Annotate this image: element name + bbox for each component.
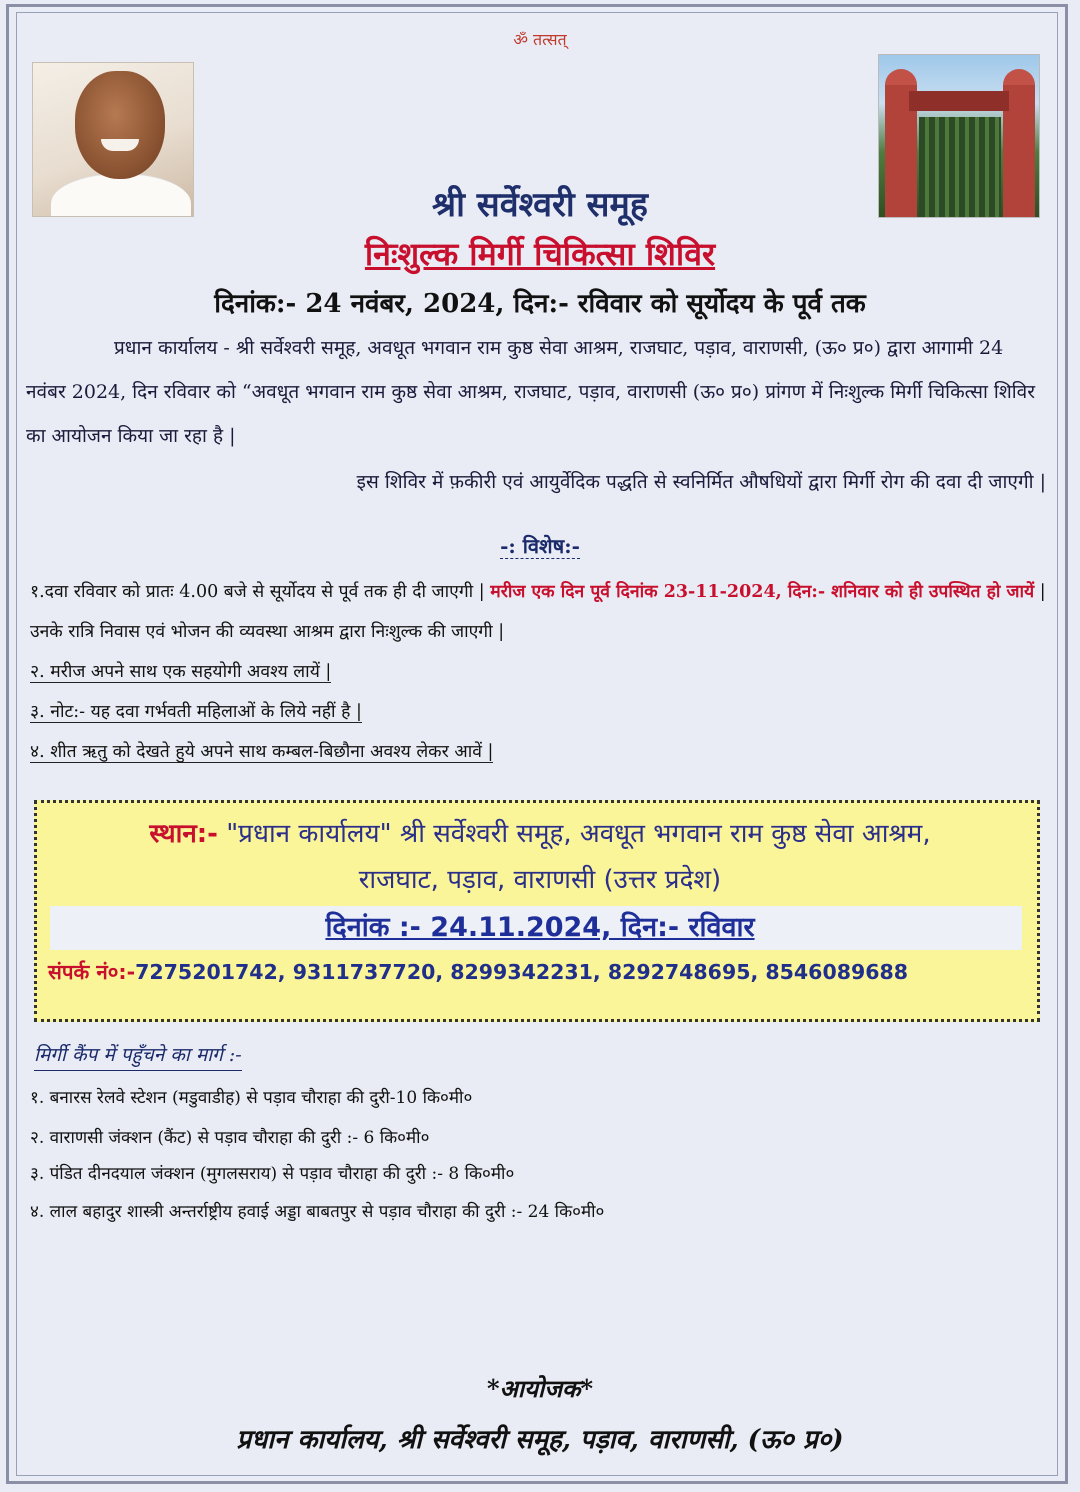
special-item-1-end: | उनके रात्रि निवास एवं भोजन की व्यवस्था आश्रम द्वारा निःशुल्क की जाएगी | [30, 582, 1046, 642]
special-item-4-text: ४. शीत ऋतु को देखते हुये अपने साथ कम्बल-बिछौना अवश्य लेकर आवें | [30, 742, 494, 762]
route-item-3: ३. पंडित दीनदयाल जंक्शन (मुगलसराय) से पड़ाव चौराहा की दुरी :- 8 कि०मी० [30, 1164, 515, 1184]
organization-title: श्री सर्वेश्वरी समूह [432, 185, 648, 225]
organizer-label: *आयोजक* [486, 1374, 593, 1403]
special-item-3-text: ३. नोट:- यह दवा गर्भवती महिलाओं के लिये नहीं है | [30, 702, 362, 722]
special-item-2-text: २. मरीज अपने साथ एक सहयोगी अवश्य लायें | [30, 662, 332, 682]
special-item-1 [30, 572, 1050, 652]
contact-number-list: 7275201742, 9311737720, 8299342231, 8292748695, 8546089688 [135, 960, 909, 984]
route-item-1: १. बनारस रेलवे स्टेशन (मडुवाडीह) से पड़ाव चौराहा की दुरी-10 कि०मी० [30, 1088, 473, 1108]
contact-numbers [48, 954, 1048, 990]
intro-paragraph: प्रधान कार्यालय - श्री सर्वेश्वरी समूह, अवधूत भगवान राम कुष्ठ सेवा आश्रम, राजघाट, पड़ाव, वाराणसी, (ऊ० प्र०) द्वारा आगामी 24 नवंबर 2024, दिन रविवार को “अवधूत भगवान राम कुष्ठ सेवा आश्रम, राजघाट, पड़ाव, वाराणसी (ऊ० प्र०) प्रांगण में निःशुल्क मिर्गी चिकित्सा शिविर का आयोजन किया जा रहा है | [26, 337, 1036, 447]
special-heading [0, 532, 1080, 559]
organizer-name: प्रधान कार्यालय, श्री सर्वेश्वरी समूह, पड़ाव, वाराणसी, (ऊ० प्र०) [236, 1425, 844, 1455]
route-item-4: ४. लाल बहादुर शास्त्री अन्तर्राष्ट्रीय हवाई अड्डा बाबतपुर से पड़ाव चौराहा की दुरी :- 24 कि०मी० [30, 1202, 605, 1222]
venue-label: स्थान:- [149, 819, 218, 849]
route-item-2: २. वाराणसी जंक्शन (कैंट) से पड़ाव चौराहा की दुरी :- 6 कि०मी० [30, 1128, 430, 1148]
venue-address-line-2: राजघाट, पड़ाव, वाराणसी (उत्तर प्रदेश) [358, 865, 722, 895]
special-item-3 [30, 692, 1050, 732]
invocation-text: ॐ तत्सत् [513, 30, 567, 49]
venue-address-line-1 [0, 814, 1080, 850]
venue-line1-text: "प्रधान कार्यालय" श्री सर्वेश्वरी समूह, अवधूत भगवान राम कुष्ठ सेवा आश्रम, [226, 819, 931, 849]
special-heading-text: -: विशेष:- [500, 534, 580, 558]
special-item-1-highlight: मरीज एक दिन पूर्व दिनांक 23-11-2024, दिन:- शनिवार को ही उपस्थित हो जायें [490, 582, 1035, 602]
camp-title: निःशुल्क मिर्गी चिकित्सा शिविर [364, 235, 716, 273]
venue-date: दिनांक :- 24.11.2024, दिन:- रविवार [325, 912, 755, 943]
camp-date-line: दिनांक:- 24 नवंबर, 2024, दिन:- रविवार को सूर्योदय के पूर्व तक [214, 289, 866, 319]
special-item-4 [30, 732, 1050, 772]
contact-label: संपर्क नं०:- [48, 960, 136, 984]
route-heading: मिर्गी कैंप में पहुँचने का मार्ग :- [34, 1040, 242, 1071]
special-item-2 [30, 652, 1050, 692]
intro-paragraph-medicine: इस शिविर में फ़कीरी एवं आयुर्वेदिक पद्धति से स्वनिर्मित औषधियों द्वारा मिर्गी रोग की दवा दी जाएगी | [356, 471, 1046, 493]
special-item-1-start: १.दवा रविवार को प्रातः 4.00 बजे से सूर्योदय से पूर्व तक ही दी जाएगी | [30, 582, 485, 602]
